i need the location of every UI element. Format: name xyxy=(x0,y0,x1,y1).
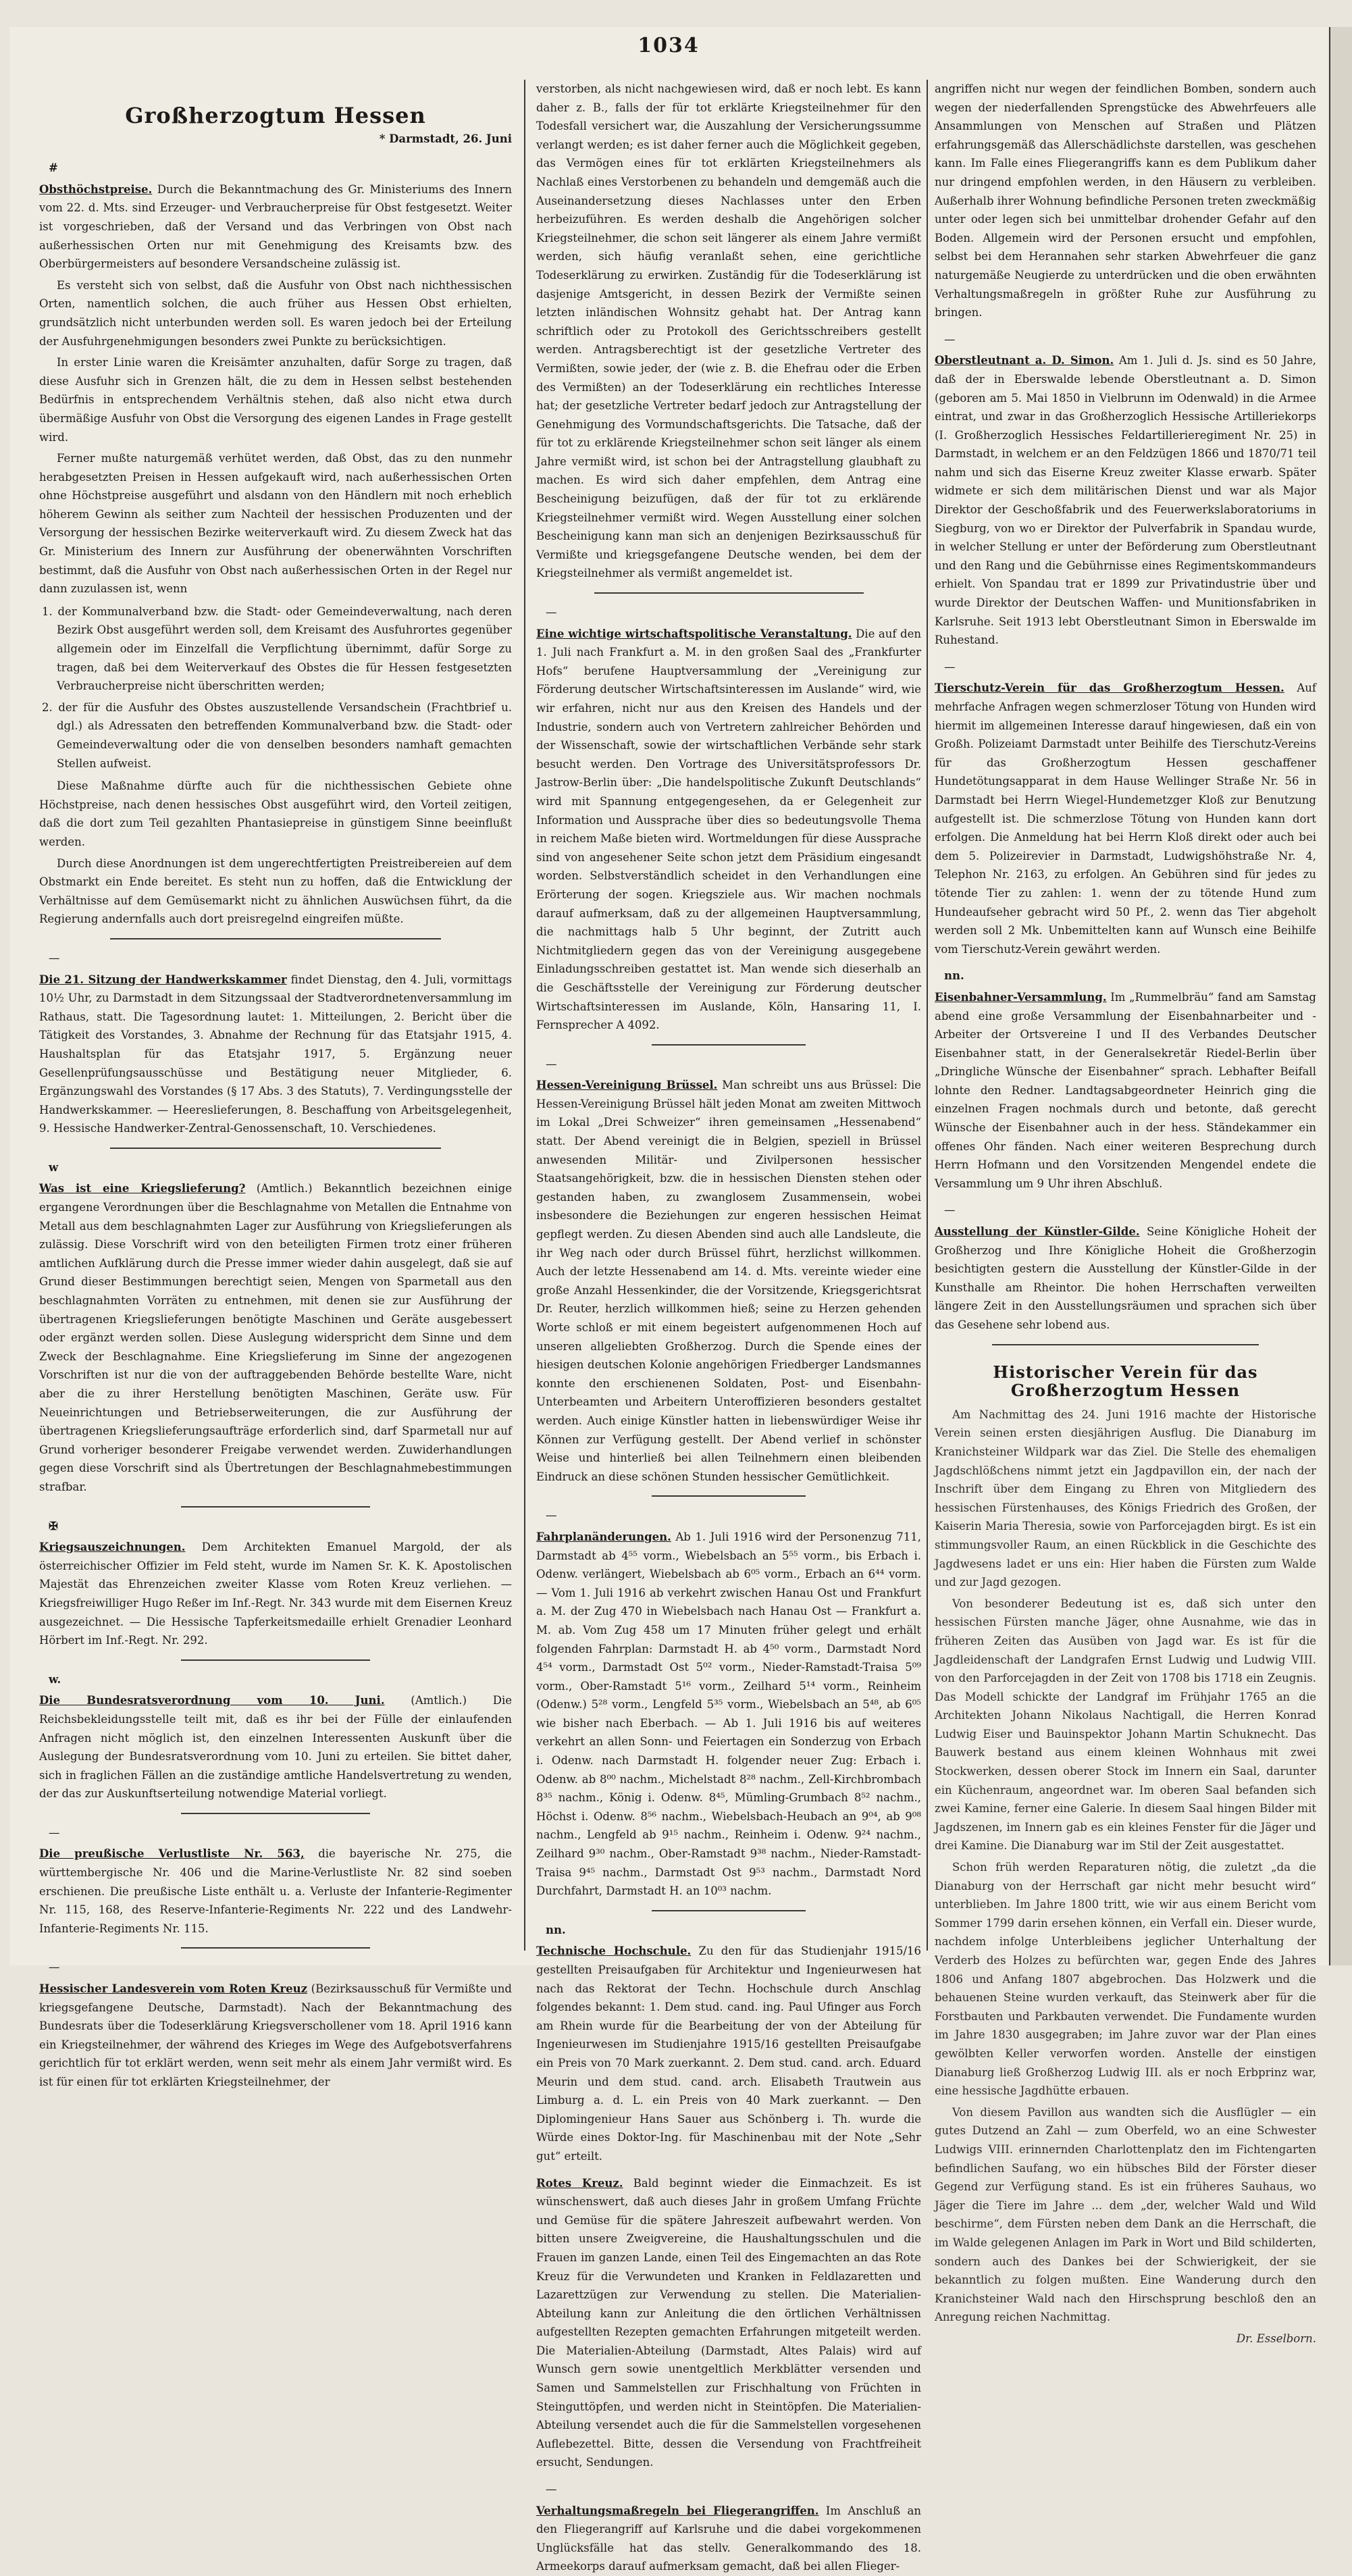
article-text: Am 1. Juli d. Js. sind es 50 Jahre, daß der in Eberswalde lebende Oberstleutnant a. D. Simon (geboren am 5. Mai 1850 in Vielbrunn im Odenwald) in die Armee eintrat, und zwar in das Großherzoglich Hessische Artilleriekorps (I. Großherzoglich Hessisches Feldartillerieregiment Nr. 25) in Darmstadt, in welchem er an den Feldzügen 1866 und 1870/71 teil nahm und sich das Eiserne Kreuz zweiter Klasse erwarb. Später widmete er sich dem militärischen Dienst und war als Major Direktor der Geschoßfabrik und des Feuerwerkslaboratoriums in Siegburg, von wo er Direktor der Pulverfabrik in Spandau wurde, in welcher Stellung er unter der Beförderung zum Oberstleutnant und den Rang und die Gebührnisse eines Regimentskommandeurs erhielt. Von Spandau trat er 1899 zur Privatindustrie über und wurde Direktor der Deutschen Waffen- und Munitionsfabriken in Karlsruhe. Seit 1913 lebt Oberstleutnant Simon in Eberswalde im Ruhestand. xyxy=(935,354,1316,647)
adjacent-page-edge-text xyxy=(1330,27,1352,68)
article-text: Durch die Bekanntmachung des Gr. Ministeriums des Innern vom 22. d. Mts. sind Erzeuger- und Verbraucherpreise für Obst festgesetzt. Weiter ist vorgeschrieben, daß der Versand und das Verbringen von Obst nach außerhessischen Orten nur mit Genehmigung des Kreisamts bzw. des Oberbürgermeisters auf besondere Versandscheine zulässig ist. xyxy=(39,182,512,271)
article-hessen-vereinigung-bruessel: — Hessen-Vereinigung Brüssel. Man schreibt uns aus Brüssel: Die Hessen-Vereinigung Brüssel hält jeden Monat am zweiten Mittwoch im Lokal „Drei Schweizer“ ihren gemeinsamen „Hessenabend“ statt. Der Abend vereinigt die in Belgien, speziell in Brüssel anwesenden Militär- und Zivilpersonen hessischer Staatsangehörigkeit, bzw. die in hessischen Diensten stehen oder gestanden haben, zu zwanglosem Zusammensein, wobei insbesondere die Beziehungen zur engeren hessischen Heimat gepflegt werden. Zu diesen Abenden sind auch alle Landsleute, die ihr Weg nach oder durch Brüssel führt, herzlichst willkommen. Auch der letzte Hessenabend am 14. d. Mts. vereinte wieder eine große Anzahl Hessenkinder, die der Vorsitzende, Kriegsgerichtsrat Dr. Reuter, herzlich willkommen hieß; seine zu Herzen gehenden Worte schloß er mit einem begeistert aufgenommenen Hoch auf unseren allgeliebten Großherzog. Durch die Spende eines der hiesigen deutschen Kolonie angehörigen Friedberger Landsmannes konnte den erschienenen Soldaten, Post- und Eisenbahn-Unterbeamten und Arbeitern Unteroffizieren besonders gestaltet werden. Auch einige Künstler hatten in liebenswürdiger Weise ihr Können zur Verfügung gestellt. Der Abend verlief in schönster Weise und hinterließ bei allen Teilnehmern einen bleibenden Eindruck an diese schönen Stunden hessischer Gemütlichkeit. xyxy=(536,1057,921,1483)
article-rotes-kreuz-einmachzeit xyxy=(536,2174,921,2473)
adjacent-page-edge xyxy=(1329,27,1352,1965)
article-technische-hochschule xyxy=(536,1921,921,2166)
article-headline: Was ist eine Kriegslieferung? xyxy=(39,1182,246,1195)
article-tierschutz-verein: — Tierschutz-Verein für das Großherzogtum Hessen. Auf mehrfache Anfragen wegen schmerzloser Tötung von Hunden wird hiermit im allgemeinen Interesse darauf hingewiesen, daß ein von Großh. Polizeiamt Darmstadt unter Beihilfe des Tierschutz-Vereins für das Großherzogtum Hessen geschaffener Hundetötungsapparat in dem Hause Wellinger Straße Nr. 56 in Darmstadt bei Herrn Wiegel-Hundemetzger Kloß zur Benutzung aufgestellt ist. Die schmerzlose Tötung von Hunden kann dort erfolgen. Die Anmeldung hat bei Herrn Kloß direkt oder auch bei dem 5. Polizeirevier in Darmstadt, Ludwigshöhstraße Nr. 4, Telephon Nr. 2163, zu erfolgen. An Gebühren sind für jedes zu tötende Tier zu zahlen: 1. wenn der zu tötende Hund zum Hundeaufseher gebracht wird 50 Pf., 2. wenn das Tier abgeholt werden soll 2 Mk. Unbemittelten kann auf Wunsch eine Beihilfe vom Tierschutz-Verein gewährt werden. xyxy=(935,660,1317,956)
article-headline: Oberstleutnant a. D. Simon. xyxy=(935,354,1114,367)
article-marker: nn. xyxy=(546,1923,566,1936)
article-headline: Verhaltungsmaßregeln bei Fliegerangriffen. xyxy=(536,2504,819,2517)
article-text: findet Dienstag, den 4. Juli, vormittags 10½ Uhr, zu Darmstadt in dem Sitzungssaal der Stadtverordnetenversammlung im Rathaus, statt. Die Tagesordnung lautet: 1. Mitteilungen, 2. Bericht über die Tätigkeit des Vorstandes, 3. Abnahme der Rechnung für das Etatsjahr 1915, 4. Haushaltsplan für das Etatsjahr 1917, 5. Ergänzung neuer Gesellenprüfungsausschüsse und Bestätigung neuer Mitglieder, 6. Ergänzungswahl des Vorstandes (§ 17 Abs. 3 des Statuts), 7. Verdingungsstelle der Handwerkskammer. — Heereslieferungen, 8. Beschaffung von Arbeitsgelegenheit, 9. Hessische Handwerker-Zentral-Genossenschaft, 10. Verschiedenes. xyxy=(39,973,513,1135)
article-text: Seine Königliche Hoheit der Großherzog und Ihre Königliche Hoheit die Großherzogin besichtigten gestern die Ausstellung der Künstler-Gilde in der Kunsthalle am Rheintor. Die hohen Herrschaften verweilten längere Zeit in den Ausstellungsräumen und sprachen sich über das Gesehene sehr lobend aus. xyxy=(935,1225,1317,1331)
separator xyxy=(652,1910,806,1911)
article-historischer-verein xyxy=(935,1406,1316,2348)
list-item: 1. der Kommunalverband bzw. die Stadt- oder Gemeindeverwaltung, nach deren Bezirk Obst ausgeführt werden soll, dem Kreisamt des Ausfuhrortes gegenüber allgemein oder im Einzelfall die Verpflichtung übernimmt, dafür Sorge zu tragen, daß bei dem Weiterverkauf des Obstes die für Hessen festgesetzten Verbraucherpreise nicht überschritten werden; xyxy=(42,604,512,693)
article-headline: Fahrplanänderungen. xyxy=(536,1530,671,1543)
article-paragraph: Durch diese Anordnungen ist dem ungerechtfertigten Preistreibereien auf dem Obstmarkt ein Ende bereitet. Es steht nun zu hoffen, daß die Entwicklung der Verhältnisse auf dem Gemüsemarkt nicht zu ähnlichen Auswüchsen führt, da die Regierung andernfalls auch dort preisregelnd eingreifen müßte. xyxy=(39,856,512,926)
separator xyxy=(181,1813,370,1814)
article-headline: Die preußische Verlustliste Nr. 563, xyxy=(39,1847,305,1861)
article-rotes-kreuz-landesverein: — Hessischer Landesverein vom Roten Kreuz (Bezirksausschuß für Vermißte und kriegsgefangene Deutsche, Darmstadt). Nach der Bekanntmachung des Bundesrats über die Todeserklärung Kriegsverschollener vom 18. April 1916 kann ein Kriegsteilnehmer, der während des Krieges im Wege des Aufgebotsverfahrens gerichtlich für tot erklärt werden, wenn seit mehr als einem Jahr vermißt wird. Es ist für einen für tot erklärten Kriegsteilnehmer, der xyxy=(39,1961,512,2088)
article-headline: Kriegsauszeichnungen. xyxy=(39,1541,186,1554)
article-bundesratsverordnung xyxy=(39,1670,512,1803)
separator xyxy=(110,938,441,939)
article-marker: w. xyxy=(49,1672,61,1686)
article-eisenbahner-versammlung xyxy=(935,967,1316,1193)
column-rule xyxy=(524,80,525,1951)
article-text: (Amtlich.) Die Reichsbekleidungsstelle teilt mit, daß es ihr bei der Fülle der einlaufenden Anfragen nicht möglich ist, den einzelnen Interessenten Auskunft über die Auslegung der Bundesratsverordnung vom 10. Juni zu erteilen. Sie bittet daher, sich in fraglichen Fällen an die zuständige amtliche Handelsvertretung zu wenden, der das zur Auskunftserteilung notwendige Material vorliegt. xyxy=(39,1694,513,1801)
article-oberstleutnant-simon: — Oberstleutnant a. D. Simon. Am 1. Juli d. Js. sind es 50 Jahre, daß der in Eberswalde lebende Oberstleutnant a. D. Simon (geboren am 5. Mai 1850 in Vielbrunn im Odenwald) in die Armee eintrat, und zwar in das Großherzoglich Hessische Artilleriekorps (I. Großherzoglich Hessisches Feldartillerieregiment Nr. 25) in Darmstadt, in welchem er an den Feldzügen 1866 und 1870/71 teil nahm und sich das Eiserne Kreuz zweiter Klasse erwarb. Später widmete er sich dem militärischen Dienst und war als Major Direktor der Geschoßfabrik und des Feuerwerkslaboratoriums in Siegburg, von wo er Direktor der Pulverfabrik in Spandau wurde, in welcher Stellung er unter der Beförderung zum Oberstleutnant und den Rang und die Gebührnisse eines Regimentskommandeurs erhielt. Von Spandau trat er 1899 zur Privatindustrie über und wurde Direktor der Deutschen Waffen- und Munitionsfabriken in Karlsruhe. Seit 1913 lebt Oberstleutnant Simon in Eberswalde im Ruhestand. xyxy=(935,332,1316,647)
article-headline: Hessischer Landesverein vom Roten Kreuz xyxy=(39,1982,307,1996)
article-headline: Die 21. Sitzung der Handwerkskammer xyxy=(39,973,287,986)
column-left xyxy=(39,80,513,2088)
article-fliegerangriffe-continued xyxy=(935,80,1316,322)
article-kriegslieferung xyxy=(39,1158,512,1497)
article-paragraph: Von diesem Pavillon aus wandten sich die Ausflügler — ein gutes Dutzend an Zahl — zum Oberfeld, wo an eine Schwester Ludwigs VIII. erinnernden Charlottenplatz den im Fichtengarten befindlichen Saufang, wo ein hübsches Bild der Förster dieser Gegend zur Verfügung stand. Es ist ein früheres Sauhaus, wo Jäger die Tiere im Jahre ... dem „der, welcher Wald und Wild beschirme“, dem Fürsten neben dem Dank an die Herrschaft, die im Walde gelegenen Anlagen im Park in Wort und Bild schilderten, sondern auch des Dankes bei der Schwierigkeit, der sie bekanntlich zu folgen mußten. Eine Wanderung durch den Kranichsteiner Wald nach den Hirschsprung beschloß den an Anregung reichen Nachmittag. xyxy=(935,2105,1316,2324)
article-headline: Eisenbahner-Versammlung. xyxy=(935,990,1107,1004)
column-right xyxy=(935,80,1317,2345)
article-marker: # xyxy=(49,161,58,175)
article-text: Im „Rummelbräu“ fand am Samstag abend eine große Versammlung der Eisenbahnarbeiter und -Arbeiter der Ortsvereine I und II des Verbandes Deutscher Eisenbahner statt, in der Generalsekretär Riedel-Berlin über „Dringliche Wünsche der Eisenbahner“ sprach. Lebhafter Beifall lohnte den Redner. Landtagsabgeordneter Heinrich ging die einzelnen Fragen nochmals durch und betonte, daß gerecht Wünsche der Eisenbahner auch in der hess. Ständekammer ein offenes Ohr fänden. Nach einer weiteren Besprechung durch Herrn Hofmann und den Vorsitzenden Mengendel endete die Versammlung um 9 Uhr ihren Abschluß. xyxy=(935,990,1316,1190)
article-kriegsauszeichnungen xyxy=(39,1517,512,1650)
section-title-historischer-verein: Historischer Verein für das Großherzogtum Hessen xyxy=(993,1362,1258,1401)
conditions-list xyxy=(39,602,512,773)
article-headline: Die Bundesratsverordnung vom 10. Juni. xyxy=(39,1694,385,1707)
section-title-hessen: Großherzogtum Hessen xyxy=(125,103,426,128)
separator xyxy=(181,1947,370,1949)
article-text: (Amtlich.) Bekanntlich bezeichnen einige ergangene Verordnungen über die Beschlagnahme von Metallen die Entnahme von Metall aus dem beschlagnahmten Lager zur Ausführung von Kriegslieferungen als zulässig. Diese Vorschrift wird von den beteiligten Firmen trotz einer früheren amtlichen Aufklärung durch die Presse immer wieder dahin ausgelegt, daß sie auf Grund dieser Bestimmungen berechtigt seien, Mengen von Sparmetall aus den beschlagnahmten Vorräten zu entnehmen, mit denen sie zur Ausführung der übertragenen Kriegslieferungen benötigte Maschinen und Geräte ausgebessert oder ergänzt werden sollen. Diese Auslegung widerspricht dem Sinne und dem Zweck der Beschlagnahme. Eine Kriegslieferung im Sinne der angezogenen Vorschriften ist nur die von der auftraggebenden Behörde bestellte Ware, nicht aber die zu ihrer Herstellung benötigten Maschinen, Geräte usw. Für Neueinrichtungen und Betriebserweiterungen, die zur Ausführung der übertragenen Kriegslieferungsaufträge erforderlich sind, darf Sparmetall nur auf Grund vorheriger besonderer Freigabe verwendet werden. Zuwiderhandlungen gegen diese Vorschrift sind als Übertretungen der Beschlagnahmebestimmungen strafbar. xyxy=(39,1182,512,1493)
article-paragraph: Es versteht sich von selbst, daß die Ausfuhr von Obst nach nichthessischen Orten, namentlich solchen, die auch früher aus Hessen Obst erhielten, grundsätzlich nicht unterbunden werden soll. Es waren jedoch bei der Erteilung der Ausfuhrgenehmigungen besonders zwei Punkte zu berücksichtigen. xyxy=(39,278,512,348)
column-rule xyxy=(927,80,928,1951)
signature: Dr. Esselborn. xyxy=(1236,2332,1316,2345)
separator xyxy=(652,1044,806,1046)
newspaper-page xyxy=(9,27,1328,2573)
article-text: Auf mehrfache Anfragen wegen schmerzloser Tötung von Hunden wird hiermit im allgemeinen Interesse darauf hingewiesen, daß ein von Großh. Polizeiamt Darmstadt unter Beihilfe des Tierschutz-Vereins für das Großherzogtum Hessen geschaffener Hundetötungsapparat in dem Hause Wellinger Straße Nr. 56 in Darmstadt bei Herrn Wiegel-Hundemetzger Kloß zur Benutzung aufgestellt ist. Die schmerzlose Tötung von Hunden kann dort erfolgen. Die Anmeldung hat bei Herrn Kloß direkt oder auch bei dem 5. Polizeirevier in Darmstadt, Ludwigshöhstraße Nr. 4, Telephon Nr. 2163, zu erfolgen. An Gebühren sind für jedes zu tötende Tier zu zahlen: 1. wenn der zu tötende Hund zum Hundeaufseher gebracht wird 50 Pf., 2. wenn das Tier abgeholt werden soll 2 Mk. Unbemittelten kann auf Wunsch eine Beihilfe vom Tierschutz-Verein gewährt werden. xyxy=(935,681,1317,956)
article-paragraph: Am Nachmittag des 24. Juni 1916 machte der Historische Verein seinen ersten diesjährigen Ausflug. Die Dianaburg im Kranichsteiner Wildpark war das Ziel. Die Stelle des ehemaligen Jagdschlößchens nimmt jetzt ein Jagdpavillon ein, der nach der Inschrift über dem Eingang zu Ehren von Mitgliedern des hessischen Fürstenhauses, des Königs Friedrich des Großen, der Kaiserin Maria Theresia, sowie von Parforcejagden birgt. Es ist ein stimmungsvoller Raum, an einen Rückblick in die Geschichte des Jagdwesens ladet er uns ein: Hier haben die Fürsten zum Walde und zur Jagd gezogen. xyxy=(935,1408,1316,1589)
article-headline: Obsthöchstpreise. xyxy=(39,182,153,196)
article-text: Bald beginnt wieder die Einmachzeit. Es ist wünschenswert, daß auch dieses Jahr in großem Umfang Früchte und Gemüse für die spätere Jahreszeit aufbewahrt werden. Von bitten unsere Zweigvereine, die Haushaltungsschulen und die Frauen im ganzen Lande, einen Teil des Eingemachten an das Rote Kreuz für die Verwundeten und Kranken in Feldlazaretten und Lazarettzügen zur Verwendung zu stellen. Die Materialien-Abteilung kann zur Anleitung die den örtlichen Verhältnissen aufgestellten Rezepten gemachten Erfahrungen mitgeteilt werden. Die Materialien-Abteilung (Darmstadt, Altes Palais) wird auf Wunsch gern sowie unentgeltlich Merkblätter versenden und Samen und Sammelstellen zur Frischhaltung von Früchten in Steinguttöpfen, und werden nicht in Steintöpfen. Die Materialien-Abteilung versendet auch die für die Sammelstellen vorgesehenen Auflebezettel. Bitte, dessen die Versendung von Frachtfreiheit ersucht, Sendungen. xyxy=(536,2176,921,2469)
article-text: Man schreibt uns aus Brüssel: Die Hessen-Vereinigung Brüssel hält jeden Monat am zweiten Mittwoch im Lokal „Drei Schweizer“ ihren gemeinsamen „Hessenabend“ statt. Der Abend vereinigt die in Belgien, speziell in Brüssel anwesenden Militär- und Zivilpersonen hessischer Staatsangehörigkeit, bzw. die in hessischen Diensten stehen oder gestanden haben, zu zwanglosem Zusammensein, wobei insbesondere die Beziehungen zur engeren hessischen Heimat gepflegt werden. Zu diesen Abenden sind auch alle Landsleute, die ihr Weg nach oder durch Brüssel führt, herzlichst willkommen. Auch der letzte Hessenabend am 14. d. Mts. vereinte wieder eine große Anzahl Hessenkinder, die der Vorsitzende, Kriegsgerichtsrat Dr. Reuter, herzlich willkommen hieß; seine zu Herzen gehenden Worte schloß er mit einem begeistert aufgenommenen Hoch auf unseren allgeliebten Großherzog. Durch die Spende eines der hiesigen deutschen Kolonie angehörigen Friedberger Landsmannes konnte den erschienenen Soldaten, Post- und Eisenbahn-Unterbeamten und Arbeitern Unteroffizieren besonders gestaltet werden. Auch einige Künstler hatten in liebenswürdiger Weise ihr Können zur Verfügung gestellt. Der Abend verlief in schönster Weise und hinterließ bei allen Teilnehmern einen bleibenden Eindruck an diese schönen Stunden hessischer Gemütlichkeit. xyxy=(536,1079,921,1483)
article-text: die bayerische Nr. 275, die württembergische Nr. 406 und die Marine-Verlustliste Nr. 82 sind soeben erschienen. Die preußische Liste enthält u. a. Verluste der Infanterie-Regimenter Nr. 115, 168, des Reserve-Infanterie-Regiments Nr. 222 und des Landwehr-Infanterie-Regiments Nr. 115. xyxy=(39,1847,513,1935)
article-paragraph: Diese Maßnahme dürfte auch für die nichthessischen Gebiete ohne Höchstpreise, nach denen hessisches Obst ausgeführt wird, den Vorteil zeitigen, daß die dort zum Teil gezahlten Phantasiepreise in günstigem Sinne beeinflußt werden. xyxy=(39,779,512,848)
article-wirtschaftspolitische-veranstaltung: — Eine wichtige wirtschaftspolitische Veranstaltung. Die auf den 1. Juli nach Frankfurt a. M. in den großen Saal des „Frankfurter Hofs“ berufene Hauptversammlung der „Vereinigung zur Förderung deutscher Wirtschaftsinteressen im Auslande“ wird, wie wir erfahren, nicht nur aus den Kreisen des Handels und der Industrie, sondern auch von Vertretern zahlreicher Behörden und der Wissenschaft, sowie der wirtschaftlichen Verbände sehr stark besucht werden. Den Vortrage des Universitätsprofessors Dr. Jastrow-Berlin über: „Die handelspolitische Zukunft Deutschlands“ wird mit Spannung entgegengesehen, da er Gelegenheit zur Information und Aussprache über dies so bedeutungsvolle Thema in reichem Maße bieten wird. Wortmeldungen für diese Aussprache sind von angesehener Seite schon jetzt dem Präsidium eingesandt worden. Selbstverständlich scheidet in den Verhandlungen eine Erörterung der sogen. Kriegsziele aus. Wir machen nochmals darauf aufmerksam, daß zu der allgemeinen Hauptversammlung, die nachmittags halb 5 Uhr beginnt, der Zutritt auch Nichtmitgliedern gegen das von der Vereinigung ausgegebene Einladungsschreiben gestattet ist. Man wende sich dieserhalb an die Geschäftsstelle der Vereinigung zur Förderung deutscher Wirtschaftsinteressen im Auslande, Köln, Hansaring 11, I. Fernsprecher A 4092. xyxy=(536,606,921,1032)
article-rotes-kreuz-continued xyxy=(536,80,921,583)
list-item: 2. der für die Ausfuhr des Obstes auszustellende Versandschein (Frachtbrief u. dgl.) als Adressaten den betreffenden Kommunalverband bzw. die Stadt- oder Gemeindeverwaltung oder die von denselben besonders namhaft gemachten Stellen aufweist. xyxy=(42,700,512,770)
article-obsthoechstpreise xyxy=(39,159,512,929)
article-paragraph: Ferner mußte naturgemäß verhütet werden, daß Obst, das zu den nunmehr herabgesetzten Preisen in Hessen aufgekauft wird, nach außerhessischen Orten ohne Höchstpreise ausgeführt und alsdann von den Händlern mit noch erheblich höherem Gewinn als seither zum Nachteil der hessischen Produzenten und der Versorgung der hessischen Bezirke weiterverkauft wird. Zu diesem Zweck hat das Gr. Ministerium des Innern zur Ausführung der obenerwähnten Vorschriften bestimmt, daß die Ausfuhr von Obst nach außerhessischen Orten in der Regel nur dann zuzulassen ist, wenn xyxy=(39,452,512,596)
article-headline: Hessen-Vereinigung Brüssel. xyxy=(536,1079,718,1092)
article-marker: w xyxy=(49,1160,59,1174)
article-text: Ab 1. Juli 1916 wird der Personenzug 711, Darmstadt ab 4⁵⁵ vorm., Wiebelsbach an 5⁵⁵ vorm., bis Erbach i. Odenw. verlängert, Wiebelsbach ab 6⁰⁵ vorm., Erbach an 6⁴⁴ vorm. — Vom 1. Juli 1916 ab verkehrt zwischen Hanau Ost und Frankfurt a. M. der Zug 470 in Wiebelsbach nach Hanau Ost — Frankfurt a. M. ab. Vom Zug 458 um 17 Minuten früher gelegt und erhält folgenden Fahrplan: Darmstadt H. ab 4⁵⁰ vorm., Darmstadt Nord 4⁵⁴ vorm., Darmstadt Ost 5⁰² vorm., Nieder-Ramstadt-Traisa 5⁰⁹ vorm., Ober-Ramstadt 5¹⁶ vorm., Zeilhard 5¹⁴ vorm., Reinheim (Odenw.) 5²⁸ vorm., Lengfeld 5³⁵ vorm., Wiebelsbach an 5⁴⁸, ab 6⁰⁵ wie bisher nach Eberbach. — Ab 1. Juli 1916 bis auf weiteres verkehrt an allen Sonn- und Feiertagen ein Sonderzug von Erbach i. Odenw. nach Darmstadt H. folgender neuer Zug: Erbach i. Odenw. ab 8⁰⁰ nachm., Michelstadt 8²⁸ nachm., Zell-Kirchbrombach 8³⁵ nachm., König i. Odenw. 8⁴⁵, Mümling-Grumbach 8⁵² nachm., Höchst i. Odenw. 8⁵⁶ nachm., Wiebelsbach-Heubach an 9⁰⁴, ab 9⁰⁸ nachm., Lengfeld ab 9¹⁵ nachm., Reinheim i. Odenw. 9²⁴ nachm., Zeilhard 9³⁰ nachm., Ober-Ramstadt 9³⁸ nachm., Nieder-Ramstadt-Traisa 9⁴⁵ nachm., Darmstadt Ost 9⁵³ nachm., Darmstadt Nord Durchfahrt, Darmstadt H. an 10⁰³ nachm. xyxy=(536,1530,921,1898)
article-text: verstorben, als nicht nachgewiesen wird, daß er noch lebt. Es kann daher z. B., falls der für tot erklärte Kriegsteilnehmer für den Todesfall versichert war, die Auszahlung der Versicherungssumme verlangt werden; es ist daher ferner auch die Möglichkeit gegeben, das Vermögen eines für tot erklärten Kriegsteilnehmers als Nachlaß eines Verstorbenen zu behandeln und demgemäß auch die Auseinandersetzung dieses Nachlasses unter den Erben herbeizuführen. Es werden deshalb die Angehörigen solcher Kriegsteilnehmer, die schon seit längerer als einem Jahre vermißt werden, sich häufig veranlaßt sehen, eine gerichtliche Todeserklärung zu erwirken. Zuständig für die Todeserklärung ist dasjenige Amtsgericht, in dessen Bezirk der Vermißte seinen letzten inländischen Wohnsitz gehabt hat. Der Antrag kann schriftlich oder zu Protokoll des Gerichtsschreibers gestellt werden. Antragsberechtigt ist der gesetzliche Vertreter des Vermißten, sowie jeder, der (wie z. B. die Ehefrau oder die Erben des Vermißten) an der Todeserklärung ein rechtliches Interesse hat; der gesetzliche Vertreter bedarf jedoch zur Antragstellung der Genehmigung des Vormundschaftsgerichts. Die Tatsache, daß der für tot zu erklärende Kriegsteilnehmer schon seit länger als einem Jahre vermißt wird, ist schon bei der Antragstellung glaubhaft zu machen. Es wird sich daher empfehlen, dem Antrag eine Bescheinigung beizufügen, daß der für tot zu erklärende Kriegsteilnehmer vermißt wird. Wegen Ausstellung einer solchen Bescheinigung kann man sich an denjenigen Bezirksausschuß für Vermißte und kriegsgefangene Deutsche wenden, bei dem der Kriegsteilnehmer als vermißt angemeldet ist. xyxy=(536,82,921,580)
separator xyxy=(110,1148,441,1149)
article-headline: Tierschutz-Verein für das Großherzogtum Hessen. xyxy=(935,681,1284,695)
article-paragraph: Schon früh werden Reparaturen nötig, die zuletzt „da die Dianaburg von der Herrschaft gar nicht mehr besucht wird“ unterblieben. Im Jahre 1800 tritt, wie wir aus einem Bericht vom Sommer 1799 darin ersehen können, ein Verfall ein. Dieser wurde, nachdem infolge Unterbleibens jeglicher Unterhaltung der Verderb des Holzes zu befürchten war, gegen Ende des Jahres 1806 und Anfang 1807 abgebrochen. Das Holzwerk und die behauenen Steine wurden verkauft, das Steinwerk aber für die Forstbauten und Parkbauten verwendet. Die Fundamente wurden im Jahre 1830 ausgegraben; im Jahre zuvor war der Plan eines gewölbten Keller verworfen worden. Anstelle der einstigen Dianaburg ließ Großherzog Ludwig III. als er noch Erbprinz war, eine hessische Jagdhütte erbauen. xyxy=(935,1861,1316,2098)
separator xyxy=(992,1344,1259,1345)
article-headline: Eine wichtige wirtschaftspolitische Veranstaltung. xyxy=(536,627,852,640)
column-middle xyxy=(536,80,922,2573)
article-text: angriffen nicht nur wegen der feindlichen Bomben, sondern auch wegen der niederfallenden Sprengstücke des Abwehrfeuers alle Ansammlungen von Menschen auf Straßen und Plätzen erfahrungsgemäß das Allerschädlichste darstellen, was geschehen kann. Im Falle eines Fliegerangriffs kann es dem Publikum daher nur dringend empfohlen werden, in den Häusern zu verbleiben. Außerhalb ihrer Wohnung befindliche Personen treten zweckmäßig unter oder legen sich bei unmittelbar drohender Gefahr auf den Boden. Allgemein wird der Personen ersucht und empfohlen, selbst bei dem Herannahen sehr starken Abwehrfeuer die ganz naturgemäße Neugierde zu unterdrücken und die oben erwähnten Verhaltungsmaßregeln in größter Ruhe zur Ausführung zu bringen. xyxy=(935,82,1316,319)
article-headline: Rotes Kreuz. xyxy=(536,2176,623,2190)
article-handwerkskammer: — Die 21. Sitzung der Handwerkskammer findet Dienstag, den 4. Juli, vormittags 10½ Uhr, zu Darmstadt in dem Sitzungssaal der Stadtverordnetenversammlung im Rathaus, statt. Die Tagesordnung lautet: 1. Mitteilungen, 2. Bericht über die Tätigkeit des Vorstandes, 3. Abnahme der Rechnung für das Etatsjahr 1915, 4. Haushaltsplan für das Etatsjahr 1917, 5. Ergänzung neuer Gesellenprüfungsausschüsse und Bestätigung neuer Mitglieder, 6. Ergänzungswahl des Vorstandes (§ 17 Abs. 3 des Statuts), 7. Verdingungsstelle der Handwerkskammer. — Heereslieferungen, 8. Beschaffung von Arbeitsgelegenheit, 9. Hessische Handwerker-Zentral-Genossenschaft, 10. Verschiedenes. xyxy=(39,951,513,1135)
article-text: Die auf den 1. Juli nach Frankfurt a. M. in den großen Saal des „Frankfurter Hofs“ berufene Hauptversammlung der „Vereinigung zur Förderung deutscher Wirtschaftsinteressen im Auslande“ wird, wie wir erfahren, nicht nur aus den Kreisen des Handels und der Industrie, sondern auch von Vertretern zahlreicher Behörden und der Wissenschaft, sowie der wirtschaftlichen Verbände sehr stark besucht werden. Den Vortrage des Universitätsprofessors Dr. Jastrow-Berlin über: „Die handelspolitische Zukunft Deutschlands“ wird mit Spannung entgegengesehen, da er Gelegenheit zur Information und Aussprache über dies so bedeutungsvolle Thema in reichem Maße bieten wird. Wortmeldungen für diese Aussprache sind von angesehener Seite schon jetzt dem Präsidium eingesandt worden. Selbstverständlich scheidet in den Verhandlungen eine Erörterung der sogen. Kriegsziele aus. Wir machen nochmals darauf aufmerksam, daß zu der allgemeinen Hauptversammlung, die nachmittags halb 5 Uhr beginnt, der Zutritt auch Nichtmitgliedern gegen das von der Vereinigung ausgegebene Einladungsschreiben gestattet ist. Man wende sich dieserhalb an die Geschäftsstelle der Vereinigung zur Förderung deutscher Wirtschaftsinteressen im Auslande, Köln, Hansaring 11, I. Fernsprecher A 4092. xyxy=(536,627,921,1032)
article-fahrplanaenderungen: — Fahrplanänderungen. Ab 1. Juli 1916 wird der Personenzug 711, Darmstadt ab 4⁵⁵ vorm., Wiebelsbach an 5⁵⁵ vorm., bis Erbach i. Odenw. verlängert, Wiebelsbach ab 6⁰⁵ vorm., Erbach an 6⁴⁴ vorm. — Vom 1. Juli 1916 ab verkehrt zwischen Hanau Ost und Frankfurt a. M. der Zug 470 in Wiebelsbach nach Hanau Ost — Frankfurt a. M. ab. Vom Zug 458 um 17 Minuten früher gelegt und erhält folgenden Fahrplan: Darmstadt H. ab 4⁵⁰ vorm., Darmstadt Nord 4⁵⁴ vorm., Darmstadt Ost 5⁰² vorm., Nieder-Ramstadt-Traisa 5⁰⁹ vorm., Ober-Ramstadt 5¹⁶ vorm., Zeilhard 5¹⁴ vorm., Reinheim (Odenw.) 5²⁸ vorm., Lengfeld 5³⁵ vorm., Wiebelsbach an 5⁴⁸, ab 6⁰⁵ wie bisher nach Eberbach. — Ab 1. Juli 1916 bis auf weiteres verkehrt an allen Sonn- und Feiertagen ein Sonderzug von Erbach i. Odenw. nach Darmstadt H. folgender neuer Zug: Erbach i. Odenw. ab 8⁰⁰ nachm., Michelstadt 8²⁸ nachm., Zell-Kirchbrombach 8³⁵ nachm., König i. Odenw. 8⁴⁵, Mümling-Grumbach 8⁵² nachm., Höchst i. Odenw. 8⁵⁶ nachm., Wiebelsbach-Heubach an 9⁰⁴, ab 9⁰⁸ nachm., Lengfeld ab 9¹⁵ nachm., Reinheim i. Odenw. 9²⁴ nachm., Zeilhard 9³⁰ nachm., Ober-Ramstadt 9³⁸ nachm., Nieder-Ramstadt-Traisa 9⁴⁵ nachm., Darmstadt Ost 9⁵³ nachm., Darmstadt Nord Durchfahrt, Darmstadt H. an 10⁰³ nachm. xyxy=(536,1509,921,1898)
separator xyxy=(181,1659,370,1661)
article-verlustliste: — Die preußische Verlustliste Nr. 563, die bayerische Nr. 275, die württembergische Nr. 406 und die Marine-Verlustliste Nr. 82 sind soeben erschienen. Die preußische Liste enthält u. a. Verluste der Infanterie-Regimenter Nr. 115, 168, des Reserve-Infanterie-Regiments Nr. 222 und des Landwehr-Infanterie-Regiments Nr. 115. xyxy=(39,1826,513,1935)
article-headline: Ausstellung der Künstler-Gilde. xyxy=(935,1225,1140,1239)
article-paragraph: In erster Linie waren die Kreisämter anzuhalten, dafür Sorge zu tragen, daß diese Ausfuhr sich in Grenzen hält, die zu dem in Hessen selbst bestehenden Bedürfnis in entsprechendem Verhältnis stehen, daß also nicht etwa durch übermäßige Ausfuhr von Obst die Versorgung des eigenen Landes in Frage gestellt wird. xyxy=(39,356,512,444)
article-kuenstler-gilde: — Ausstellung der Künstler-Gilde. Seine Königliche Hoheit der Großherzog und Ihre Königliche Hoheit die Großherzogin besichtigten gestern die Ausstellung der Künstler-Gilde in der Kunsthalle am Rheintor. Die hohen Herrschaften verweilten längere Zeit in den Ausstellungsräumen und sprachen sich über das Gesehene sehr lobend aus. xyxy=(935,1204,1317,1331)
article-text: Zu den für das Studienjahr 1915/16 gestellten Preisaufgaben für Architektur und Ingenieurwesen hat nach das Rektorat der Techn. Hochschule durch Anschlag folgendes bekannt: 1. Dem stud. cand. ing. Paul Ufinger aus Forch am Rhein wurde für die Bearbeitung der von der Abteilung für Ingenieurwesen im Studienjahre 1915/16 gestellten Preisaufgabe ein Preis von 70 Mark zuerkannt. 2. Dem stud. cand. arch. Eduard Meurin und dem stud. cand. arch. Elisabeth Trautwein aus Limburg a. d. L. ein Preis von 40 Mark zuerkannt. — Den Diplomingenieur Hans Sauer aus Schönberg i. Th. wurde die Würde eines Doktor-Ing. für Maschinenbau mit der Note „Sehr gut“ erteilt. xyxy=(536,1944,922,2163)
article-marker: nn. xyxy=(944,969,964,983)
article-text: (Bezirksausschuß für Vermißte und kriegsgefangene Deutsche, Darmstadt). Nach der Bekanntmachung des Bundesrats über die Todeserklärung Kriegsverschollener vom 18. April 1916 kann ein Kriegsteilnehmer, der während des Krieges im Wege des Aufgebotsverfahrens gerichtlich für tot erklärt werden, wenn seit mehr als einem Jahr vermißt wird. Es ist für einen für tot erklärten Kriegsteilnehmer, der xyxy=(39,1982,512,2088)
article-fliegerangriffe: — Verhaltungsmaßregeln bei Fliegerangriffen. Im Anschluß an den Fliegerangriff auf Karlsruhe und die dabei vorgekommenen Unglücksfälle hat das stellv. Generalkommando des 18. Armeekorps darauf aufmerksam gemacht, daß bei allen Flieger- xyxy=(536,2483,921,2573)
iron-cross-icon: ✠ xyxy=(49,1519,58,1532)
article-headline: Technische Hochschule. xyxy=(536,1944,692,1958)
article-text: Im Anschluß an den Fliegerangriff auf Karlsruhe und die dabei vorgekommenen Unglücksfälle hat das stellv. Generalkommando des 18. Armeekorps darauf aufmerksam gemacht, daß bei allen Flieger- xyxy=(536,2504,921,2573)
article-text: Dem Architekten Emanuel Margold, der als österreichischer Offizier im Feld steht, wurde im Namen Sr. K. K. Apostolischen Majestät das Ehrenzeichen zweiter Klasse vom Roten Kreuz verliehen. — Kriegsfreiwilliger Hugo Reßer im Inf.-Regt. Nr. 343 wurde mit dem Eisernen Kreuz ausgezeichnet. — Die Hessische Tapferkeitsmedaille erhielt Grenadier Leonhard Hörbert im Inf.-Regt. Nr. 292. xyxy=(39,1541,512,1647)
separator xyxy=(181,1506,370,1508)
separator xyxy=(652,1495,806,1497)
separator xyxy=(594,592,864,594)
page-number: 1034 xyxy=(638,34,700,57)
dateline: * Darmstadt, 26. Juni xyxy=(379,132,512,145)
article-paragraph: Von besonderer Bedeutung ist es, daß sich unter den hessischen Fürsten manche Jäger, ohne Ausnahme, wie das in früheren Zeiten das Ausüben von Jagd war. Es ist für die Jagdleidenschaft der Landgrafen Ernst Ludwig und Ludwig VIII. von den Parforcejagden in der Zeit von 1708 bis 1718 ein Zeugnis. Das Modell schickte der Landgraf im Frühjahr 1765 an die Architekten Johann Nikolaus Nachtigall, die Herren Konrad Ludwig Eiser und Bauinspektor Johann Martin Schuknecht. Das Bauwerk bestand aus einem kleinen Wohnhaus mit zwei Stockwerken, dessen oberer Stock im Innern ein Saal, darunter ein Küchenraum, angeordnet war. Im oberen Saal befanden sich zwei Kamine, ferner eine Galerie. In diesem Saal hingen Bilder mit Jagdszenen, im Innern gab es ein kleines Fenster für die Jäger und drei Kamine. Die Dianaburg war im Stil der Zeit ausgestattet. xyxy=(935,1597,1316,1853)
